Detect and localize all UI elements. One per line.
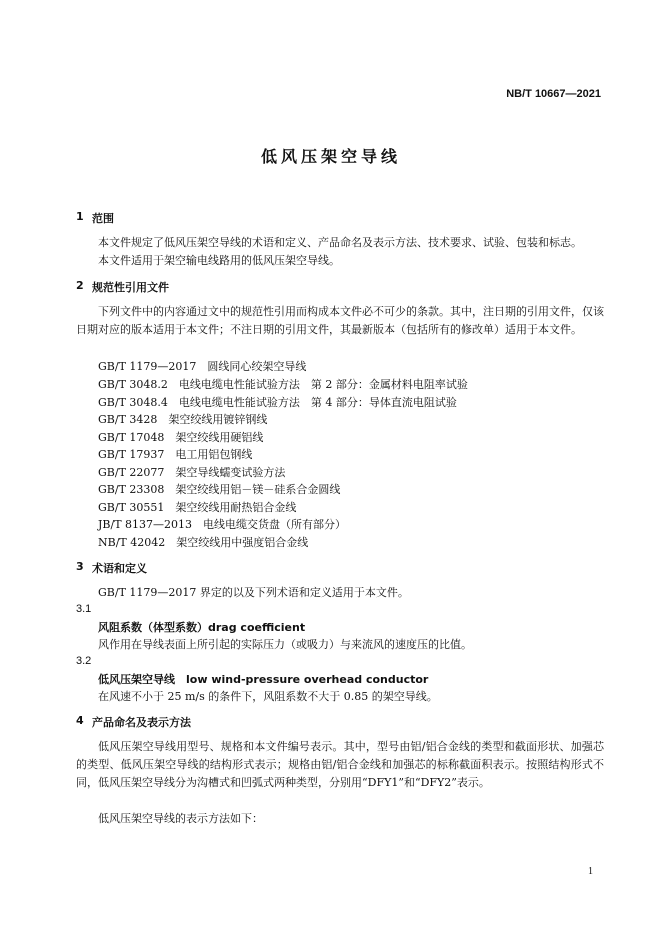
page-number: 1 xyxy=(588,866,593,877)
reference-title: 圆线同心绞架空导线 xyxy=(207,360,307,373)
reference-item xyxy=(98,394,457,410)
reference-title: 架空绞线用镀锌钢线 xyxy=(168,413,268,426)
reference-code: GB/T 1179—2017 xyxy=(98,360,197,373)
reference-code: GB/T 17048 xyxy=(98,431,165,444)
reference-code: GB/T 22077 xyxy=(98,466,165,479)
reference-item xyxy=(98,499,296,515)
standard-number: NB/T 10667—2021 xyxy=(506,88,601,100)
reference-item xyxy=(98,429,263,445)
section-1-paragraph-1: 本文件规定了低风压架空导线的术语和定义、产品命名及表示方法、技术要求、试验、包装和标志。 xyxy=(98,236,582,249)
reference-title: 电线电缆电性能试验方法 第 2 部分：金属材料电阻率试验 xyxy=(178,378,468,391)
reference-item xyxy=(98,376,468,392)
term-name: 低风压架空导线 low wind-pressure overhead conductor xyxy=(98,673,429,686)
reference-item xyxy=(98,481,340,497)
section-3-intro: GB/T 1179—2017 界定的以及下列术语和定义适用于本文件。 xyxy=(98,586,409,599)
reference-title: 架空绞线用耐热铝合金线 xyxy=(175,501,297,514)
reference-code: GB/T 3428 xyxy=(98,413,158,426)
section-1-paragraph-2: 本文件适用于架空输电线路用的低风压架空导线。 xyxy=(98,254,340,267)
reference-code: GB/T 30551 xyxy=(98,501,165,514)
reference-code: GB/T 17937 xyxy=(98,448,165,461)
document-title: 低风压架空导线 xyxy=(260,147,401,166)
reference-item xyxy=(98,411,267,427)
reference-title: 架空绞线用中强度铝合金线 xyxy=(176,536,309,549)
reference-code: GB/T 23308 xyxy=(98,483,165,496)
term-number: 3.1 xyxy=(76,603,92,615)
section-4-paragraph-2: 低风压架空导线的表示方法如下： xyxy=(98,812,263,825)
reference-code: GB/T 3048.4 xyxy=(98,396,168,409)
reference-code: NB/T 42042 xyxy=(98,536,166,549)
section-3-title: 术语和定义 xyxy=(92,562,147,575)
reference-code: JB/T 8137—2013 xyxy=(98,518,193,531)
reference-title: 电工用铝包钢线 xyxy=(175,448,253,461)
reference-code: GB/T 3048.2 xyxy=(98,378,168,391)
section-1-number: 1 xyxy=(76,210,84,223)
section-4-number: 4 xyxy=(76,714,84,727)
section-1-title: 范围 xyxy=(92,212,114,225)
section-2-intro: 下列文件中的内容通过文中的规范性引用而构成本文件必不可少的条款。其中，注日期的引用文件，仅该日期对应的版本适用于本文件；不注日期的引用文件，其最新版本（包括所有的修改单）适用于本文件。 xyxy=(76,305,604,336)
reference-title: 电线电缆电性能试验方法 第 4 部分：导体直流电阻试验 xyxy=(178,396,457,409)
reference-item xyxy=(98,516,346,532)
reference-title: 架空绞线用硬铝线 xyxy=(175,431,264,444)
term-number: 3.2 xyxy=(76,655,92,667)
reference-title: 架空绞线用铝－镁－硅系合金圆线 xyxy=(175,483,341,496)
term-definition: 风作用在导线表面上所引起的实际压力（或吸力）与来流风的速度压的比值。 xyxy=(98,638,472,651)
term-name: 风阻系数（体型系数）drag coefficient xyxy=(98,621,306,634)
reference-item xyxy=(98,446,252,462)
reference-item xyxy=(98,464,285,480)
section-2-number: 2 xyxy=(76,279,84,292)
section-4-title: 产品命名及表示方法 xyxy=(92,716,191,729)
reference-title: 架空导线蠕变试验方法 xyxy=(175,466,286,479)
section-2-title: 规范性引用文件 xyxy=(92,281,169,294)
section-3-number: 3 xyxy=(76,560,84,573)
reference-item xyxy=(98,534,308,550)
section-4-paragraph-1: 低风压架空导线用型号、规格和本文件编号表示。其中，型号由铝/铝合金线的类型和截面形状、加强芯的类型、低风压架空导线的结构形式表示；规格由铝/铝合金线和加强芯的标称截面积表示。按照结构形式不同，低风压架空导线分为沟槽式和凹弧式两种类型，分别用“DFY1”和“DFY2”表示。 xyxy=(76,740,604,789)
reference-title: 电线电缆交货盘（所有部分） xyxy=(203,518,347,531)
reference-item xyxy=(98,358,306,374)
term-definition: 在风速不小于 25 m/s 的条件下，风阻系数不大于 0.85 的架空导线。 xyxy=(98,690,438,703)
